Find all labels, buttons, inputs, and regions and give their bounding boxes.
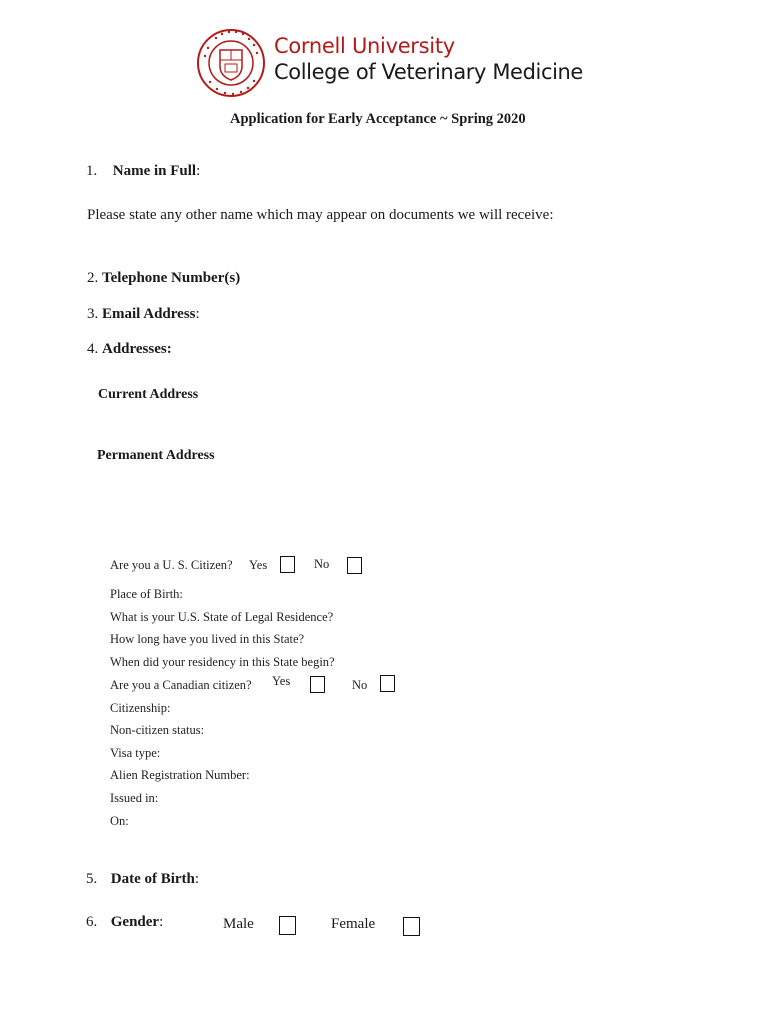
canadian-citizen-question: Are you a Canadian citizen? bbox=[110, 678, 252, 692]
q3-colon: : bbox=[195, 306, 200, 322]
canadian-no-checkbox[interactable] bbox=[380, 675, 395, 692]
citizenship-label: Citizenship: bbox=[110, 701, 171, 715]
how-long-label: How long have you lived in this State? bbox=[110, 632, 305, 646]
q1-name-in-full bbox=[86, 163, 200, 180]
q2-number: 2. bbox=[87, 270, 99, 286]
q6-gender bbox=[86, 914, 163, 931]
us-citizen-no-checkbox[interactable] bbox=[347, 557, 362, 574]
form-title: Application for Early Acceptance ~ Spring 2020 bbox=[230, 111, 526, 127]
q1-number: 1. bbox=[86, 163, 98, 179]
q6-colon: : bbox=[159, 914, 164, 930]
other-names-prompt: Please state any other name which may appear on documents we will receive: bbox=[87, 207, 554, 223]
q2-label: Telephone Number(s) bbox=[102, 270, 241, 286]
residency-begin-label: When did your residency in this State begin? bbox=[110, 655, 335, 669]
us-citizen-no-label: No bbox=[314, 557, 330, 571]
q5-label: Date of Birth bbox=[110, 871, 195, 887]
on-label: On: bbox=[110, 814, 129, 828]
non-citizen-status-label: Non-citizen status: bbox=[110, 723, 205, 737]
us-citizen-yes-checkbox[interactable] bbox=[280, 556, 295, 573]
q3-label: Email Address bbox=[102, 306, 196, 322]
q4-number: 4. bbox=[87, 341, 99, 357]
canadian-yes-label: Yes bbox=[272, 674, 291, 688]
state-residence-label: What is your U.S. State of Legal Residence? bbox=[110, 610, 334, 624]
alien-registration-label: Alien Registration Number: bbox=[110, 768, 250, 782]
gender-male-checkbox[interactable] bbox=[279, 916, 296, 935]
us-citizen-yes-label: Yes bbox=[249, 558, 268, 572]
q6-label: Gender bbox=[110, 914, 160, 930]
q5-date-of-birth bbox=[86, 871, 199, 888]
q6-number: 6. bbox=[86, 914, 98, 930]
university-name: Cornell University bbox=[274, 34, 455, 58]
gender-male-label: Male bbox=[223, 916, 254, 932]
permanent-address-label: Permanent Address bbox=[97, 448, 215, 463]
q5-number: 5. bbox=[86, 871, 98, 887]
q4-addresses bbox=[87, 341, 172, 358]
gender-female-checkbox[interactable] bbox=[403, 917, 420, 936]
visa-type-label: Visa type: bbox=[110, 746, 161, 760]
seal-icon bbox=[196, 26, 266, 100]
q5-colon: : bbox=[194, 871, 200, 887]
canadian-yes-checkbox[interactable] bbox=[310, 676, 325, 693]
college-name: College of Veterinary Medicine bbox=[274, 60, 583, 84]
place-of-birth-label: Place of Birth: bbox=[110, 587, 183, 601]
cornell-seal-logo bbox=[196, 26, 266, 105]
q3-email bbox=[87, 306, 200, 323]
us-citizen-question: Are you a U. S. Citizen? bbox=[110, 558, 233, 572]
q2-telephone bbox=[87, 270, 240, 287]
q4-label: Addresses: bbox=[102, 341, 172, 357]
q3-number: 3. bbox=[87, 306, 99, 322]
gender-female-label: Female bbox=[331, 916, 376, 932]
q1-label: Name in Full bbox=[112, 163, 197, 179]
canadian-no-label: No bbox=[352, 678, 368, 692]
q1-colon: : bbox=[196, 163, 201, 179]
current-address-label: Current Address bbox=[98, 387, 199, 402]
issued-in-label: Issued in: bbox=[110, 791, 159, 805]
